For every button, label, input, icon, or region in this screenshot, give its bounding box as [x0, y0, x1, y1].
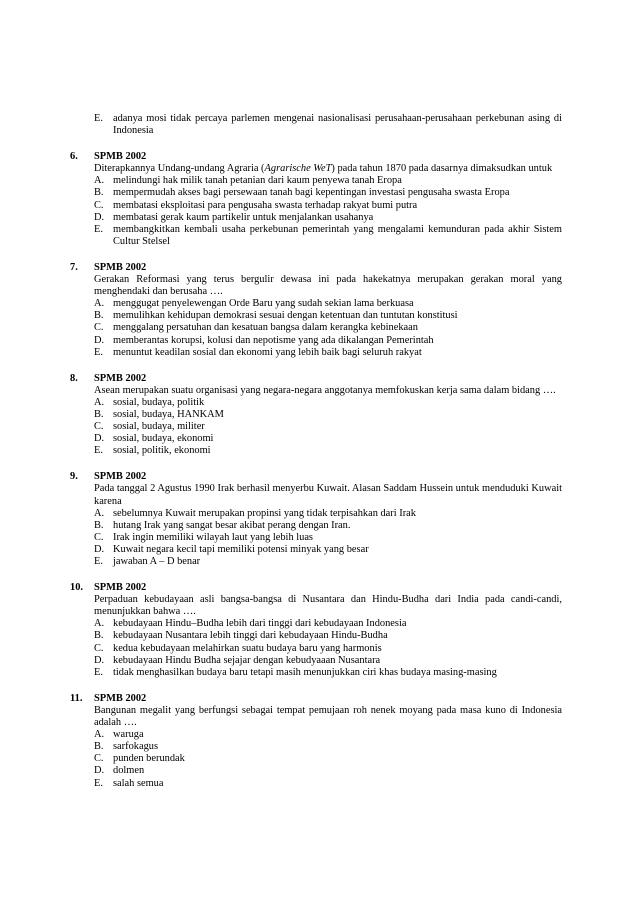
option-b [94, 409, 562, 421]
option-a [94, 729, 562, 741]
option-text: sosial, budaya, politik [113, 396, 205, 408]
question-header [70, 262, 562, 274]
option-letter: A. [94, 618, 105, 630]
option-letter: E. [94, 666, 103, 678]
option-a [94, 508, 562, 520]
option-letter: B. [94, 187, 104, 199]
option-d [94, 335, 562, 347]
option-letter: B. [94, 630, 104, 642]
question-6 [70, 151, 562, 248]
continued-option [70, 113, 562, 137]
option-text: dolmen [113, 765, 145, 777]
stem-text: Diterapkannya Undang-undang Agraria ( [94, 163, 265, 175]
option-text: membatasi gerak kaum partikelir untuk menjalankan usahanya [113, 211, 374, 223]
option-text: kebudayaan Hindu Budha sejajar dengan kebudyaaan Nusantara [113, 654, 381, 666]
option-text: kebudayaan Hindu–Budha lebih dari tinggi dari kebudayaan Indonesia [113, 618, 407, 630]
option-text: punden berundak [113, 753, 185, 765]
question-source: SPMB 2002 [94, 372, 147, 384]
question-stem: Bangunan megalit yang berfungsi sebagai tempat pemujaan roh nenek moyang pada masa kuno di Indonesia adalah …. [94, 704, 562, 729]
option-letter: E. [94, 113, 103, 124]
question-source: SPMB 2002 [94, 471, 147, 483]
question-header [70, 151, 562, 163]
option-c [94, 532, 562, 544]
option-e [94, 556, 562, 568]
question-stem: Asean merupakan suatu organisasi yang negara-negara anggotanya memfokuskan kerja sama dalam bidang …. [94, 384, 556, 396]
option-c [94, 643, 562, 655]
option-d [94, 212, 562, 224]
option-text: sarfokagus [113, 741, 159, 753]
option-text: jawaban A – D benar [113, 556, 201, 567]
option-letter: C. [94, 421, 104, 433]
option-letter: A. [94, 298, 105, 310]
question-number: 6. [70, 151, 78, 163]
question-10 [70, 582, 562, 679]
option-letter: C. [94, 753, 104, 765]
question-number: 8. [70, 372, 78, 384]
option-a [94, 397, 562, 409]
option-text: membangkitkan kembali usaha perkebunan pemerintah yang mengalami kemunduran pada akhir Sistem Cultur Stelsel [113, 223, 562, 247]
option-text: sosial, budaya, HANKAM [113, 408, 224, 420]
option-e [94, 224, 562, 248]
question-header [70, 373, 562, 385]
option-b [94, 310, 562, 322]
option-text: menggugat penyelewengan Orde Baru yang sudah sekian lama berkuasa [113, 298, 414, 310]
question-number: 11. [70, 692, 83, 704]
option-letter: B. [94, 519, 104, 531]
question-header [70, 471, 562, 483]
option-letter: D. [94, 543, 105, 555]
option-e [94, 445, 562, 457]
option-text: Irak ingin memiliki wilayah laut yang lebih luas [113, 531, 313, 543]
question-9 [70, 471, 562, 568]
option-text: memberantas korupsi, kolusi dan nepotisme yang ada dikalangan Pemerintah [113, 334, 434, 346]
question-source: SPMB 2002 [94, 261, 147, 273]
option-letter: B. [94, 408, 104, 420]
question-7 [70, 262, 562, 359]
option-b [94, 741, 562, 753]
option-letter: C. [94, 642, 104, 654]
option-letter: E. [94, 556, 103, 567]
option-d [94, 655, 562, 667]
option-c [94, 200, 562, 212]
question-11 [70, 693, 562, 790]
option-c [94, 322, 562, 334]
option-letter: E. [94, 346, 103, 358]
question-number: 7. [70, 261, 78, 273]
option-e [94, 667, 562, 679]
option-letter: C. [94, 199, 104, 211]
option-letter: D. [94, 765, 105, 777]
option-text: kedua kebudayaan melahirkan suatu budaya baru yang harmonis [113, 642, 382, 654]
option-letter: D. [94, 211, 105, 223]
question-number: 9. [70, 471, 78, 483]
option-letter: A. [94, 507, 105, 519]
question-header [70, 693, 562, 705]
option-a [94, 175, 562, 187]
page-content [70, 113, 562, 804]
option-text: sosial, budaya, militer [113, 421, 205, 433]
question-8 [70, 373, 562, 458]
option-letter: D. [94, 334, 105, 346]
question-stem: Pada tanggal 2 Agustus 1990 Irak berhasil menyerbu Kuwait. Alasan Saddam Hussein untuk menduduki Kuwait karena [94, 483, 562, 507]
option-a [94, 298, 562, 310]
option-letter: E. [94, 223, 103, 235]
option-d [94, 544, 562, 556]
option-d [94, 433, 562, 445]
option-letter: D. [94, 654, 105, 666]
option-text: Kuwait negara kecil tapi memiliki potensi minyak yang besar [113, 543, 369, 555]
option-letter: D. [94, 433, 105, 445]
option-e [94, 347, 562, 359]
option-e [94, 778, 562, 790]
option-b [94, 630, 562, 642]
question-source: SPMB 2002 [94, 692, 147, 704]
option-letter: A. [94, 729, 105, 741]
option-text: membatasi eksploitasi para pengusaha swasta terhadap rakyat bumi putra [113, 199, 418, 211]
stem-text: ) pada tahun 1870 pada dasarnya dimaksudkan untuk [331, 163, 553, 175]
option-a [94, 618, 562, 630]
option-text: salah semua [113, 777, 164, 789]
option-letter: B. [94, 741, 104, 753]
question-stem: Perpaduan kebudayaan asli bangsa-bangsa di Nusantara dan Hindu-Budha dari India pada candi-candi, menunjukkan bahwa …. [94, 594, 562, 618]
option-letter: E. [94, 445, 103, 457]
option-text: mempermudah akses bagi persewaan tanah bagi kepentingan investasi pengusaha swasta Eropa [113, 187, 510, 199]
option-text: memulihkan kehidupan demokrasi sesuai dengan ketentuan dan tuntutan konstitusi [113, 310, 458, 322]
question-number: 10. [70, 582, 83, 594]
option-c [94, 421, 562, 433]
option-text: menggalang persatuhan dan kesatuan bangsa dalam kerangka kebinekaan [113, 322, 418, 334]
question-stem [94, 163, 562, 175]
option-text: sebelumnya Kuwait merupakan propinsi yang tidak terpisahkan dari Irak [113, 507, 416, 519]
option-text: menuntut keadilan sosial dan ekonomi yang lebih baik bagi seluruh rakyat [113, 346, 422, 358]
question-header [70, 582, 562, 594]
option-c [94, 753, 562, 765]
option-text: adanya mosi tidak percaya parlemen mengenai nasionalisasi perusahaan-perusahaan perkebunan asing di Indonesia [113, 113, 562, 137]
option-text: tidak menghasilkan budaya baru tetapi masih menunjukkan ciri khas budaya masing-masing [113, 666, 497, 678]
option-text: sosial, politik, ekonomi [113, 445, 211, 457]
question-source: SPMB 2002 [94, 582, 147, 594]
option-text: waruga [113, 729, 144, 741]
option-text: sosial, budaya, ekonomi [113, 433, 214, 445]
option-text: melindungi hak milik tanah petanian dari kaum penyewa tanah Eropa [113, 175, 402, 187]
question-source: SPMB 2002 [94, 151, 147, 163]
option-text: kebudayaan Nusantara lebih tinggi dari kebudayaan Hindu-Budha [113, 630, 388, 642]
stem-italic-term: Agrarische WeT [264, 163, 332, 175]
option-letter: B. [94, 310, 104, 322]
option-letter: C. [94, 322, 104, 334]
option-b [94, 187, 562, 199]
option-letter: A. [94, 396, 105, 408]
option-text: hutang Irak yang sangat besar akibat perang dengan Iran. [113, 519, 351, 531]
option-b [94, 520, 562, 532]
option-letter: C. [94, 531, 104, 543]
question-stem: Gerakan Reformasi yang terus bergulir dewasa ini pada hakekatnya merupakan gerakan moral yang menghendaki dan berusaha …. [94, 274, 562, 298]
option-letter: A. [94, 175, 105, 187]
option-letter: E. [94, 777, 103, 789]
option-d [94, 765, 562, 777]
